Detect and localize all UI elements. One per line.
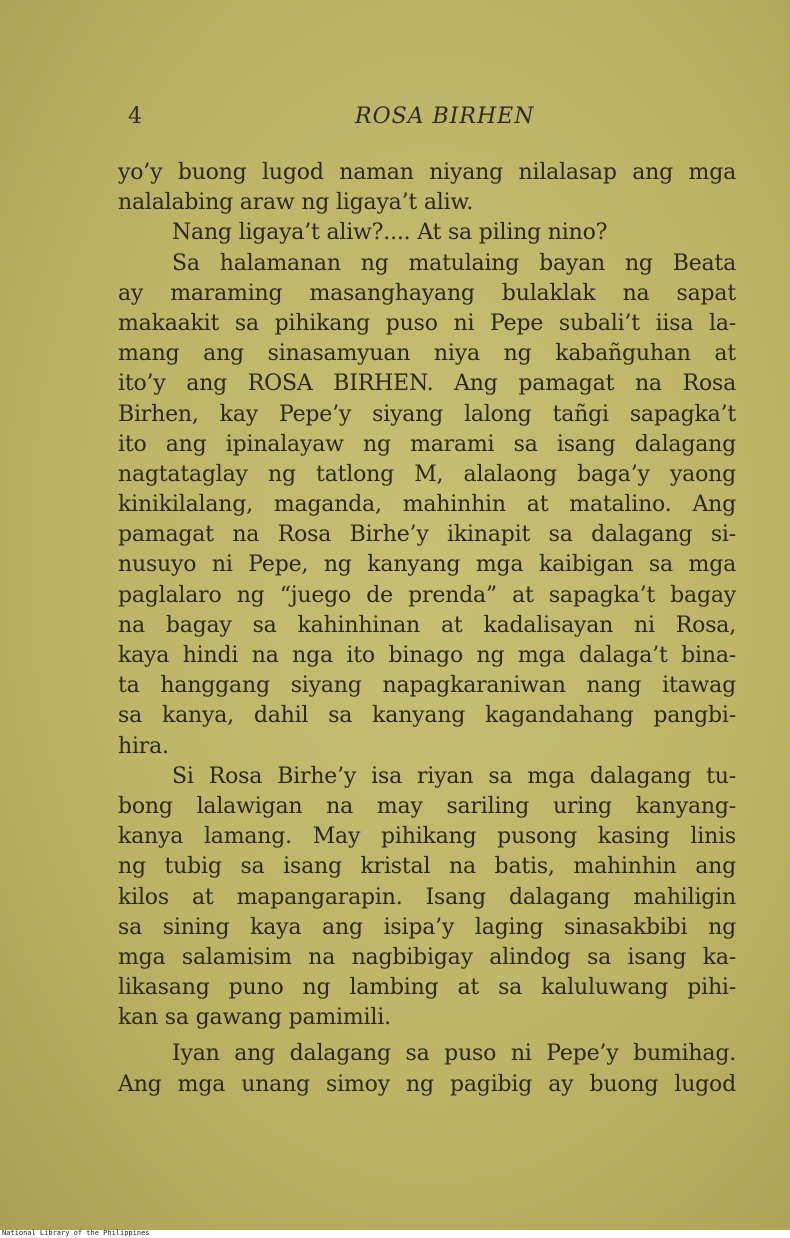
text-line: mga salamisim na nagbibigay alindog sa isang ka-: [118, 944, 736, 970]
text-line: pamagat na Rosa Birhe’y ikinapit sa dalagang si-: [118, 522, 736, 548]
text-line: kanya lamang. May pihikang pusong kasing linis: [118, 824, 736, 850]
text-line: bong lalawigan na may sariling uring kanyang-: [118, 793, 736, 819]
text-line: ta hanggang siyang napagkaraniwan nang itawag: [118, 673, 736, 699]
text-line: nalalabing araw ng ligaya’t aliw.: [118, 190, 474, 216]
text-line: Ang mga unang simoy ng pagibig ay buong lugod: [118, 1071, 736, 1097]
text-line: ay maraming masanghayang bulaklak na sapat: [118, 280, 736, 306]
text-line: kan sa gawang pamimili.: [118, 1005, 391, 1031]
text-line: likasang puno ng lambing at sa kaluluwang pihi-: [118, 975, 736, 1001]
text-line: hira.: [118, 733, 169, 759]
footer-bar: [0, 1230, 790, 1238]
body-text: [118, 158, 736, 1100]
text-line: ito ang ipinalayaw ng marami sa isang dalagang: [118, 431, 736, 457]
text-line: Birhen, kay Pepe’y siyang lalong tañgi sapagka’t: [118, 401, 736, 427]
text-line: nusuyo ni Pepe, ng kanyang mga kaibigan sa mga: [118, 552, 736, 578]
text-line: yo’y buong lugod naman niyang nilalasap ang mga: [118, 160, 736, 185]
text-line: mang ang sinasamyuan niya ng kabañguhan at: [118, 341, 736, 367]
text-line: sa kanya, dahil sa kanyang kagandahang pangbi-: [118, 703, 736, 729]
text-line: kaya hindi na nga ito binago ng mga dalaga’t bina-: [118, 643, 736, 668]
text-line: makaakit sa pihikang puso ni Pepe subali’t iisa la-: [118, 310, 736, 336]
text-line: ito’y ang ROSA BIRHEN. Ang pamagat na Rosa: [118, 371, 736, 397]
text-line: sa sining kaya ang isipa’y laging sinasakbibi ng: [118, 914, 736, 940]
text-line: Sa halamanan ng matulaing bayan ng Beata: [172, 250, 736, 276]
page-header: [0, 100, 790, 136]
text-line: Nang ligaya’t aliw?.... At sa piling nino?: [172, 220, 608, 246]
text-line: Si Rosa Birhe’y isa riyan sa mga dalagang tu-: [172, 763, 736, 789]
library-credit: National Library of the Philippines: [2, 1229, 150, 1237]
page-number: 4: [128, 104, 142, 129]
text-line: ng tubig sa isang kristal na batis, mahinhin ang: [118, 854, 736, 880]
text-line: nagtataglay ng tatlong M, alalaong baga’y yaong: [118, 461, 736, 487]
text-line: paglalaro ng “juego de prenda” at sapagka’t bagay: [118, 582, 736, 608]
running-title: ROSA BIRHEN: [355, 104, 535, 129]
text-line: na bagay sa kahinhinan at kadalisayan ni Rosa,: [118, 612, 736, 638]
text-line: kinikilalang, maganda, mahinhin at matalino. Ang: [118, 492, 736, 518]
text-line: kilos at mapangarapin. Isang dalagang mahiligin: [118, 884, 736, 910]
text-line: Iyan ang dalagang sa puso ni Pepe’y bumihag.: [172, 1041, 736, 1067]
